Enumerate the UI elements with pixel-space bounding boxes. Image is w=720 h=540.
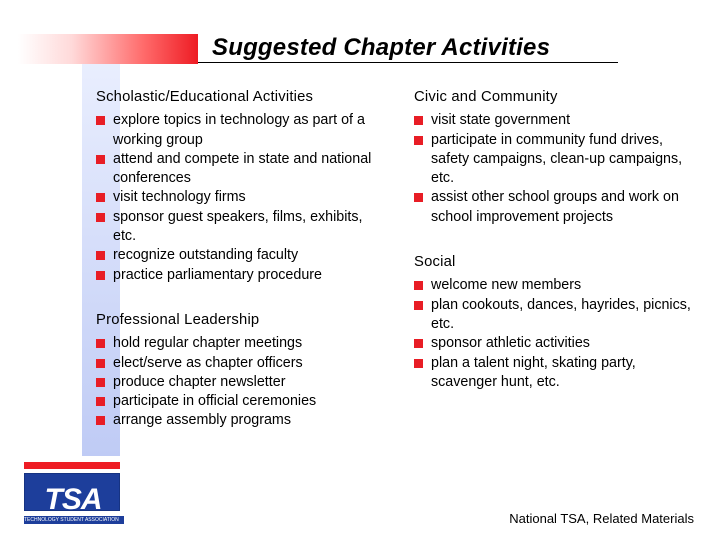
section-heading-social: Social <box>414 254 456 271</box>
section-heading-leadership: Professional Leadership <box>96 311 260 328</box>
section-heading-civic: Civic and Community <box>414 89 558 105</box>
bullet-icon <box>96 116 105 125</box>
section-heading-scholastic: Scholastic/Educational Activities <box>96 89 314 105</box>
list-item: visit state government <box>414 111 704 130</box>
list-item: produce chapter newsletter <box>96 373 381 392</box>
logo-tagline: TECHNOLOGY STUDENT ASSOCIATION <box>24 516 124 524</box>
list-leadership <box>96 334 381 430</box>
list-item: plan cookouts, dances, hayrides, picnics, etc. <box>414 296 704 335</box>
list-item: arrange assembly programs <box>96 411 381 430</box>
title-accent-bar <box>18 34 198 64</box>
footer-source: National TSA, Related Materials <box>509 511 694 526</box>
list-item: participate in community fund drives, safety campaigns, clean-up campaigns, etc. <box>414 131 704 189</box>
tsa-logo <box>24 462 124 526</box>
list-item: recognize outstanding faculty <box>96 246 381 265</box>
bullet-icon <box>96 378 105 387</box>
bullet-icon <box>96 339 105 348</box>
bullet-icon <box>96 213 105 222</box>
list-item: sponsor athletic activities <box>414 334 704 353</box>
logo-stripe <box>24 462 120 469</box>
list-scholastic <box>96 111 381 285</box>
bullet-icon <box>414 339 423 348</box>
list-item: elect/serve as chapter officers <box>96 354 381 373</box>
section-social <box>414 253 704 392</box>
bullet-icon <box>414 116 423 125</box>
list-item: hold regular chapter meetings <box>96 334 381 353</box>
section-scholastic <box>96 88 381 285</box>
list-item: assist other school groups and work on school improvement projects <box>414 188 704 227</box>
logo-text: TSA <box>44 483 102 516</box>
bullet-icon <box>96 416 105 425</box>
section-civic <box>414 88 704 227</box>
list-item: plan a talent night, skating party, scavenger hunt, etc. <box>414 354 704 393</box>
bullet-icon <box>414 301 423 310</box>
left-column <box>96 88 381 431</box>
list-social <box>414 276 704 392</box>
section-leadership <box>96 311 381 431</box>
list-item: participate in official ceremonies <box>96 392 381 411</box>
list-item: attend and compete in state and national conferences <box>96 150 381 189</box>
bullet-icon <box>96 397 105 406</box>
bullet-icon <box>414 193 423 202</box>
bullet-icon <box>414 281 423 290</box>
bullet-icon <box>96 193 105 202</box>
list-civic <box>414 111 704 227</box>
list-item: welcome new members <box>414 276 704 295</box>
title-underline <box>198 62 618 63</box>
right-column <box>414 88 704 392</box>
page-title: Suggested Chapter Activities <box>212 34 551 61</box>
bullet-icon <box>96 251 105 260</box>
bullet-icon <box>96 359 105 368</box>
list-item: sponsor guest speakers, films, exhibits, etc. <box>96 208 381 247</box>
bullet-icon <box>96 271 105 280</box>
logo-emblem <box>24 473 120 516</box>
list-item: practice parliamentary procedure <box>96 266 381 285</box>
list-item: explore topics in technology as part of a working group <box>96 111 381 150</box>
list-item: visit technology firms <box>96 188 381 207</box>
bullet-icon <box>414 359 423 368</box>
bullet-icon <box>96 155 105 164</box>
bullet-icon <box>414 136 423 145</box>
